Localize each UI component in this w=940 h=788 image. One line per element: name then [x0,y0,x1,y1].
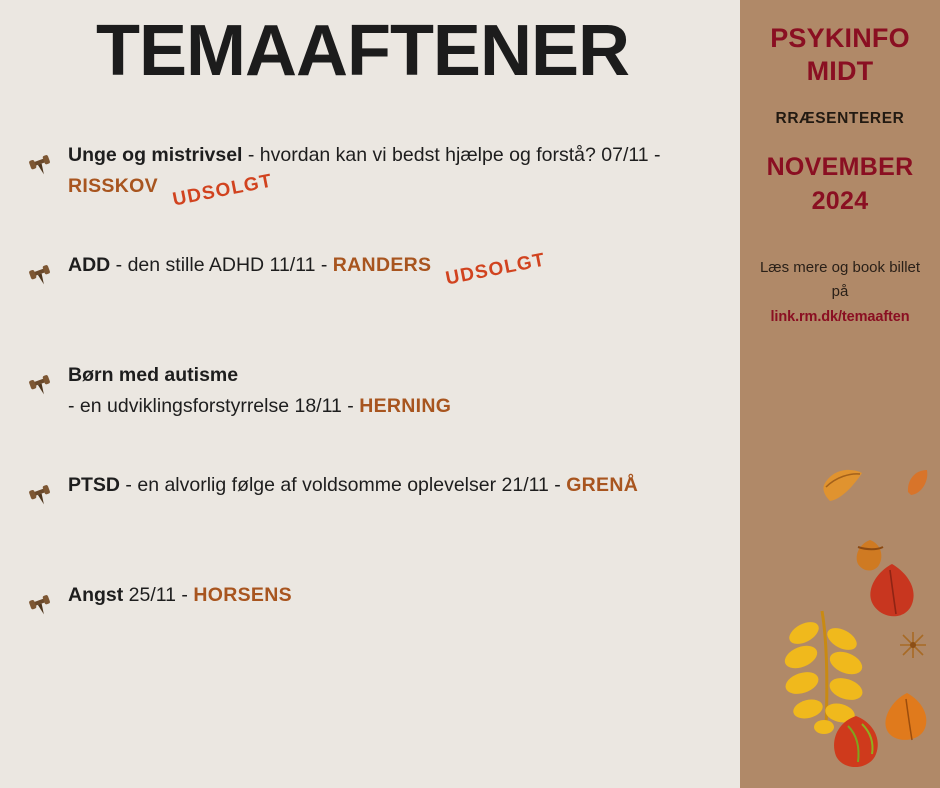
year-number: 2024 [811,187,869,215]
poster-sidebar [740,0,940,788]
pushpin-icon [26,148,54,176]
event-text [68,360,708,422]
event-list [0,140,740,690]
leaf-icon [826,712,886,779]
leaf-icon [880,690,934,751]
leaf-icon [770,605,870,740]
event-description: - den stille ADHD 11/11 - [110,254,333,276]
event-title: Børn med autisme [68,364,239,386]
event-title: Unge og mistrivsel [68,144,243,166]
leaf-icon [905,468,931,501]
event-city: GRENÅ [566,474,639,496]
event-city: HERNING [359,395,452,417]
list-item [0,580,740,690]
event-text [68,470,708,501]
leaf-icon [862,560,922,627]
event-description: - en udviklingsforstyrrelse 18/11 - [68,395,360,417]
event-title: Angst [68,584,124,606]
status-badge: UDSOLGT [170,170,275,211]
event-text [68,249,708,290]
page-title: TEMAAFTENER [96,11,629,91]
presents-label: RRÆSENTERER [775,110,905,127]
event-city: HORSENS [193,584,292,606]
brand-line-1: PSYKINFO [770,23,910,53]
pushpin-icon [26,478,54,506]
event-text [68,580,708,611]
pushpin-icon [26,588,54,616]
month-name: NOVEMBER [766,153,914,181]
event-description: - en alvorlig følge af voldsomme oplevelser 21/11 - [120,474,567,496]
booking-text: Læs mere og book billet på [759,259,921,300]
list-item [0,470,740,580]
event-description: - hvordan kan vi bedst hjælpe og forstå? 07/11 - [242,144,661,166]
leaf-icon [820,465,866,510]
list-item [0,140,740,250]
leaf-icon [853,538,887,579]
list-item [0,360,740,470]
pushpin-icon [26,368,54,396]
pushpin-icon [26,258,54,286]
event-description: 25/11 - [123,584,194,606]
event-title: PTSD [68,474,121,496]
booking-info [740,256,940,329]
booking-link[interactable]: link.rm.dk/temaaften [770,309,910,325]
month-label [740,150,940,218]
brand-name [740,22,940,88]
event-city: RANDERS [332,254,432,276]
event-title: ADD [68,254,111,276]
event-city: RISSKOV [68,175,158,197]
seed-icon [898,630,928,665]
list-item [0,250,740,360]
status-badge: UDSOLGT [444,249,548,290]
brand-line-2: MIDT [806,56,874,86]
event-text [68,140,708,211]
